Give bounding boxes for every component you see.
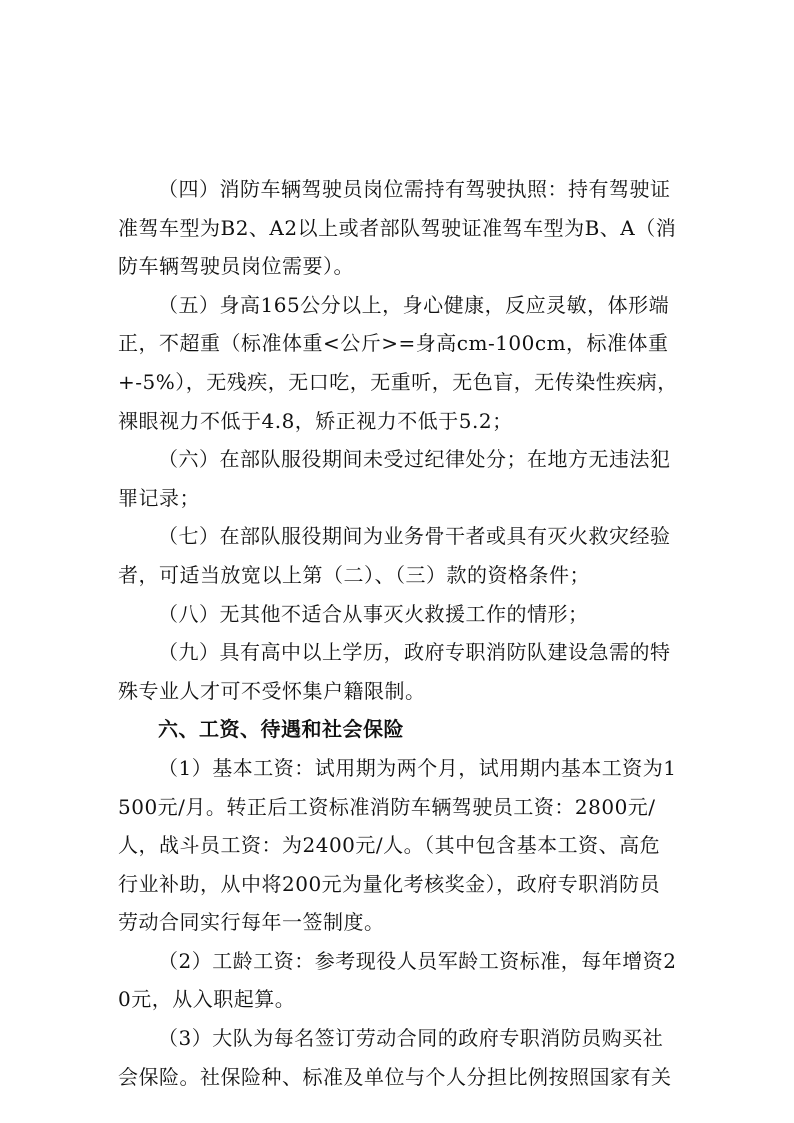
document-body [118,170,678,1096]
paragraph-education: （九）具有高中以上学历，政府专职消防队建设急需的特殊专业人才可不受怀集户籍限制。 [118,640,671,703]
paragraph-driver-license: （四）消防车辆驾驶员岗位需持有驾驶执照：持有驾驶证准驾车型为B2、A2以上或者部队驾驶证准驾车型为B、A（消防车辆驾驶员岗位需要）。 [118,177,677,279]
paragraph-base-salary: （1）基本工资：试用期为两个月，试用期内基本工资为1500元/月。转正后工资标准消防车辆驾驶员工资：2800元/人，战斗员工资：为2400元/人。（其中包含基本工资、高危行业补助，从中将200元为量化考核奖金），政府专职消防员劳动合同实行每年一签制度。 [118,755,677,935]
paragraph-physical-requirements: （五）身高165公分以上，身心健康，反应灵敏，体形端正，不超重（标准体重<公斤>=身高cm-100cm，标准体重+-5%），无残疾，无口吃，无重听，无色盲，无传染性疾病，裸眼视力不低于4.8，矫正视力不低于5.2； [118,292,678,433]
paragraph-seniority-pay: （2）工龄工资：参考现役人员军龄工资标准，每年增资20元，从入职起算。 [118,948,677,1012]
paragraph-no-unsuitable-conditions: （八）无其他不适合从事灭火救援工作的情形； [158,601,589,626]
paragraph-relaxed-qualifications: （七）在部队服役期间为业务骨干者或具有灭火救灾经验者，可适当放宽以上第（二）、（三）款的资格条件； [118,524,671,587]
paragraph-no-disciplinary-record: （六）在部队服役期间未受过纪律处分；在地方无违法犯罪记录； [118,447,671,510]
paragraph-social-insurance: （3）大队为每名签订劳动合同的政府专职消防员购买社会保险。社保险种、标准及单位与个人分担比例按照国家有关 [118,1026,672,1089]
section-heading-salary: 六、工资、待遇和社会保险 [158,717,404,742]
